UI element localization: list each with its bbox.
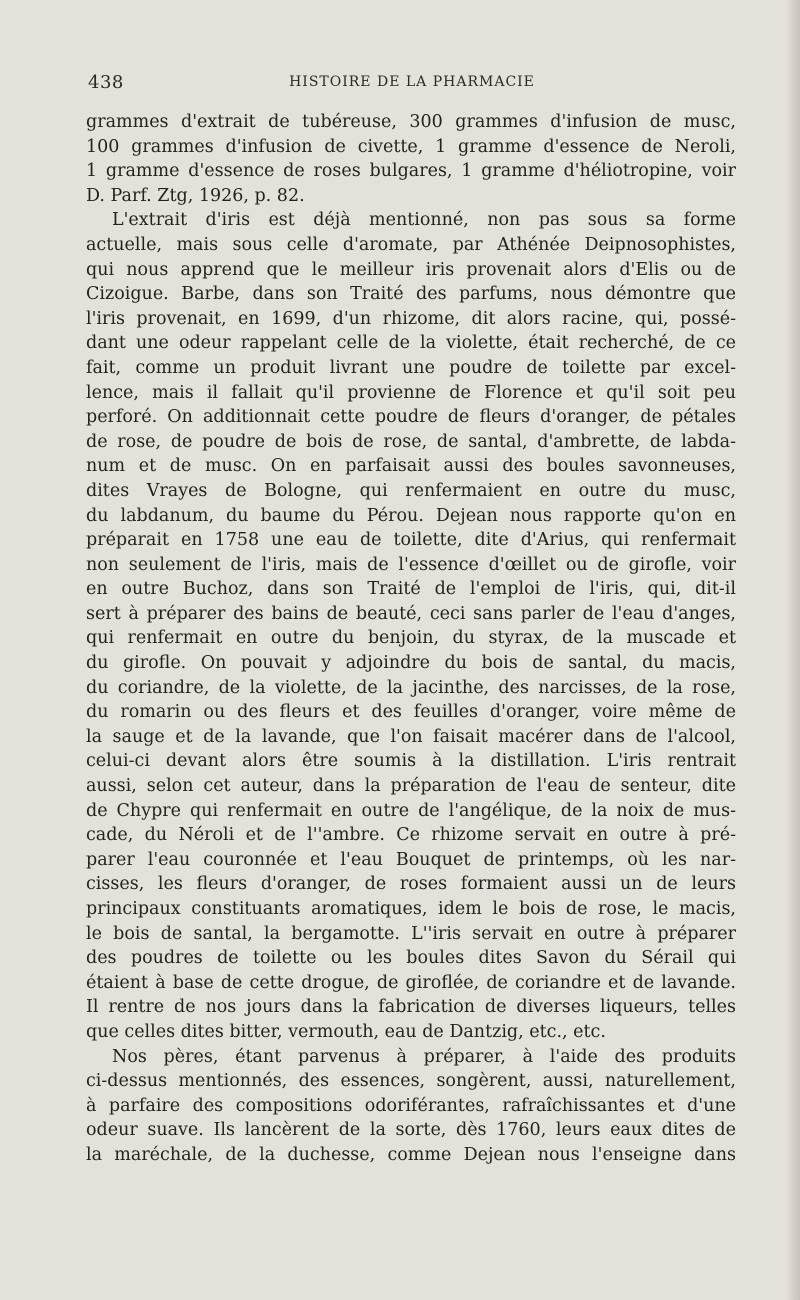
text-line: du girofle. On pouvait y adjoindre du bois de santal, du macis, xyxy=(86,653,736,674)
text-line: actuelle, mais sous celle d'aromate, par Athénée Deipnosophistes, xyxy=(86,234,736,255)
text-line: lence, mais il fallait qu'il provienne de Florence et qu'il soit peu xyxy=(86,382,736,403)
text-line: num et de musc. On en parfaisait aussi des boules savonneuses, xyxy=(86,456,736,477)
text-line: préparait en 1758 une eau de toilette, dite d'Arius, qui renfermait xyxy=(86,530,736,551)
text-line: fait, comme un produit livrant une poudre de toilette par excel- xyxy=(86,357,736,378)
running-title: HISTOIRE DE LA PHARMACIE xyxy=(289,74,535,90)
text-line: odeur suave. Ils lancèrent de la sorte, dès 1760, leurs eaux dites de xyxy=(86,1120,736,1141)
text-line: l'iris provenait, en 1699, d'un rhizome, dit alors racine, qui, possé- xyxy=(86,308,736,329)
text-line: de Chypre qui renfermait en outre de l'angélique, de la noix de mus- xyxy=(86,800,736,821)
text-line: dant une odeur rappelant celle de la violette, était recherché, de ce xyxy=(86,333,736,354)
text-line: du labdanum, du baume du Pérou. Dejean nous rapporte qu'on en xyxy=(86,505,736,526)
text-line: la sauge et de la lavande, que l'on faisait macérer dans de l'alcool, xyxy=(86,726,736,747)
text-line: celui-ci devant alors être soumis à la distillation. L'iris rentrait xyxy=(86,751,736,772)
text-line: le bois de santal, la bergamotte. L''iris servait en outre à préparer xyxy=(86,923,736,944)
text-line: dites Vrayes de Bologne, qui renfermaient en outre du musc, xyxy=(86,480,736,501)
text-line: étaient à base de cette drogue, de giroflée, de coriandre et de lavande. xyxy=(86,972,736,993)
body-text xyxy=(86,110,736,1168)
text-line: des poudres de toilette ou les boules dites Savon du Sérail qui xyxy=(86,948,736,969)
text-line: grammes d'extrait de tubéreuse, 300 grammes d'infusion de musc, xyxy=(86,112,736,132)
text-line: du coriandre, de la violette, de la jacinthe, des narcisses, de la rose, xyxy=(86,677,736,698)
text-line: 100 grammes d'infusion de civette, 1 gramme d'essence de Neroli, xyxy=(86,136,736,157)
text-line: non seulement de l'iris, mais de l'essence d'œillet ou de girofle, voir xyxy=(86,554,736,575)
text-line: 1 gramme d'essence de roses bulgares, 1 gramme d'héliotropine, voir xyxy=(86,161,736,182)
text-line: perforé. On additionnait cette poudre de fleurs d'oranger, de pétales xyxy=(86,407,736,428)
text-line: D. Parf. Ztg, 1926, p. 82. xyxy=(86,185,305,206)
text-line: à parfaire des compositions odoriférantes, rafraîchissantes et d'une xyxy=(86,1095,736,1116)
text-line: qui nous apprend que le meilleur iris provenait alors d'Elis ou de xyxy=(86,259,736,280)
page-header xyxy=(88,72,736,96)
text-line: L'extrait d'iris est déjà mentionné, non pas sous sa forme xyxy=(112,210,736,231)
text-line: du romarin ou des fleurs et des feuilles d'oranger, voire même de xyxy=(86,702,736,723)
page-edge-shadow xyxy=(786,0,800,1300)
text-line: parer l'eau couronnée et l'eau Bouquet de printemps, où les nar- xyxy=(86,849,736,870)
text-line: sert à préparer des bains de beauté, ceci sans parler de l'eau d'anges, xyxy=(86,603,736,624)
text-line: cisses, les fleurs d'oranger, de roses formaient aussi un de leurs xyxy=(86,874,736,895)
text-line: que celles dites bitter, vermouth, eau de Dantzig, etc., etc. xyxy=(86,1021,606,1042)
text-line: qui renfermait en outre du benjoin, du styrax, de la muscade et xyxy=(86,628,736,649)
text-line: ci-dessus mentionnés, des essences, songèrent, aussi, naturellement, xyxy=(86,1071,736,1092)
text-line: Cizoigue. Barbe, dans son Traité des parfums, nous démontre que xyxy=(86,284,736,305)
text-line: Il rentre de nos jours dans la fabrication de diverses liqueurs, telles xyxy=(86,997,736,1018)
text-line: de rose, de poudre de bois de rose, de santal, d'ambrette, de labda- xyxy=(86,431,736,452)
text-line: aussi, selon cet auteur, dans la préparation de l'eau de senteur, dite xyxy=(86,776,736,797)
text-line: principaux constituants aromatiques, idem le bois de rose, le macis, xyxy=(86,899,736,919)
text-line: cade, du Néroli et de l''ambre. Ce rhizome servait en outre à pré- xyxy=(86,825,736,846)
text-line: la maréchale, de la duchesse, comme Dejean nous l'enseigne dans xyxy=(86,1144,736,1165)
page-number: 438 xyxy=(88,72,124,93)
text-line: en outre Buchoz, dans son Traité de l'emploi de l'iris, qui, dit-il xyxy=(86,579,736,600)
text-line: Nos pères, étant parvenus à préparer, à l'aide des produits xyxy=(112,1046,736,1067)
